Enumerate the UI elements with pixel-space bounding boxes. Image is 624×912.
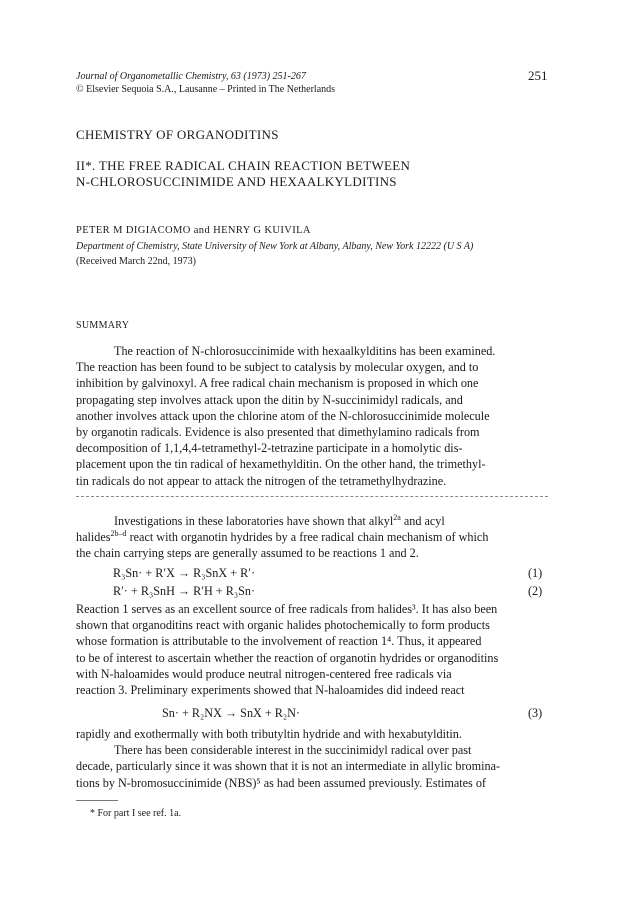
footnote: * For part I see ref. 1a. [90, 808, 182, 819]
paragraph-line: There has been considerable interest in the succinimidyl radical over past [114, 743, 472, 758]
summary-line: inhibition by galvinoxyl. A free radical chain mechanism is proposed in which one [76, 376, 479, 391]
journal-citation: Journal of Organometallic Chemistry, 63 (1973) 251-267 [76, 71, 306, 82]
paragraph-line: with N-haloamides would produce neutral nitrogen-centered free radicals via [76, 666, 452, 681]
equation-1-number: (1) [528, 566, 543, 580]
paragraph-3 [76, 726, 548, 791]
article-title-line2: N-CHLOROSUCCINIMIDE AND HEXAALKYLDITINS [76, 174, 397, 189]
article-title-line1: II*. THE FREE RADICAL CHAIN REACTION BETWEEN [76, 158, 411, 173]
summary-heading: SUMMARY [76, 320, 130, 331]
intro-text: Investigations in these laboratories have shown that alkyl [114, 514, 394, 528]
summary-line: another involves attack upon the chlorine atom of the N-chlorosuccinimide molecule [76, 408, 490, 423]
series-title: CHEMISTRY OF ORGANODITINS [76, 127, 279, 142]
paragraph-line: to be of interest to ascertain whether the reaction of organotin hydrides or organoditins [76, 650, 499, 665]
summary-line: The reaction of N-chlorosuccinimide with hexaalkylditins has been examined. [114, 344, 496, 358]
page-number: 251 [528, 68, 548, 83]
summary-line: propagating step involves attack upon the ditin by N-succinimidyl radicals, and [76, 392, 463, 407]
intro-text: halides [76, 530, 111, 545]
publisher-line: © Elsevier Sequoia S.A., Lausanne – Printed in The Netherlands [76, 84, 336, 95]
paragraph-line: Reaction 1 serves as an excellent source of free radicals from halides³. It has also been [76, 602, 498, 616]
equation-2: R′· + R₃SnH → R′H + R₃Sn· [113, 584, 256, 598]
paragraph-line: reaction 3. Preliminary experiments showed that N-haloamides did indeed react [76, 683, 465, 698]
summary-line: decomposition of 1,1,4,4-tetramethyl-2-tetrazine participate in a homolytic dis- [76, 441, 463, 456]
summary-line: placement upon the tin radical of hexamethylditin. On the other hand, the trimethyl- [76, 457, 486, 472]
intro-line [76, 513, 548, 529]
equation-2-number: (2) [528, 584, 543, 598]
paragraph-line: tions by N-bromosuccinimide (NBS)⁵ as had been assumed previously. Estimates of [76, 775, 486, 790]
summary-line: tin radicals do not appear to attack the nitrogen of the tetramethylhydrazine. [76, 473, 447, 488]
paragraph-line: shown that organoditins react with organic halides photochemically to form products [76, 618, 490, 633]
author-affiliation: Department of Chemistry, State University of New York at Albany, Albany, New York 12222 (U S A) [76, 241, 474, 252]
citation-sup: 2a [393, 512, 401, 522]
paragraph-2 [76, 601, 548, 698]
intro-text: react with organotin hydrides by a free radical chain mechanism of which [126, 530, 489, 545]
footnote-rule [76, 800, 118, 801]
paragraph-line: rapidly and exothermally with both tributyltin hydride and with hexabutylditin. [76, 727, 462, 741]
received-date: (Received March 22nd, 1973) [76, 256, 196, 267]
author-names: PETER M DIGIACOMO and HENRY G KUIVILA [76, 225, 311, 236]
summary-block [76, 343, 548, 489]
paragraph-line: decade, particularly since it was shown that it is not an intermediate in allylic bromina- [76, 759, 501, 774]
intro-line: the chain carrying steps are generally assumed to be reactions 1 and 2. [76, 546, 419, 561]
summary-line: by organotin radicals. Evidence is also presented that dimethylamino radicals from [76, 425, 480, 440]
summary-line: The reaction has been found to be subject to catalysis by molecular oxygen, and to [76, 360, 479, 375]
citation-sup: 2b–d [110, 529, 127, 539]
section-divider [76, 496, 548, 497]
intro-line [76, 529, 548, 545]
equation-3-number: (3) [528, 706, 543, 720]
intro-text: and acyl [400, 514, 445, 528]
paragraph-line: whose formation is attributable to the involvement of reaction 1⁴. Thus, it appeared [76, 634, 482, 649]
equation-1: R₃Sn· + R′X → R₃SnX + R′· [113, 566, 256, 580]
equation-3: Sn· + R₂NX → SnX + R₂N· [162, 706, 301, 720]
intro-paragraph [76, 513, 548, 562]
